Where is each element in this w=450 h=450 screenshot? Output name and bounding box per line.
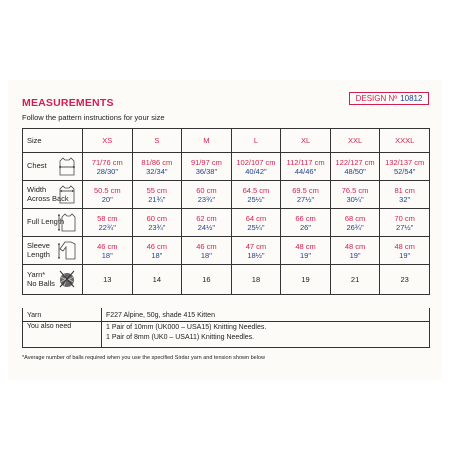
row-label: Full Length (27, 217, 65, 227)
inch-value: 20" (101, 194, 113, 204)
ball-count-cell: 18 (231, 265, 281, 295)
row-label: Yarn* (27, 269, 46, 279)
design-number: 10812 (400, 94, 423, 103)
subtitle: Follow the pattern instructions for your size (22, 113, 165, 122)
measurement-row (23, 209, 430, 237)
inch-value: 44/46" (294, 166, 317, 176)
size-column-header: M (182, 129, 232, 153)
inch-value: 27½" (296, 194, 315, 204)
ball-count-cell: 19 (281, 265, 331, 295)
cm-value: 55 cm (146, 185, 168, 195)
measurement-row (23, 153, 430, 181)
inch-value: 36/38" (195, 166, 218, 176)
inch-value: 40/42" (245, 166, 267, 176)
measurement-cell (330, 237, 380, 265)
size-column-header: XXL (330, 129, 380, 153)
inch-value: 48/50" (344, 166, 366, 176)
measurement-cell (380, 237, 430, 265)
footer-values (106, 311, 266, 342)
row-label: Across Back (27, 193, 69, 203)
inch-value: 22¾" (98, 222, 116, 232)
inch-value: 18" (151, 250, 163, 260)
size-column-header: XS (83, 129, 133, 153)
cm-value: 50.5 cm (93, 185, 121, 195)
measurement-cell (231, 209, 281, 237)
yarn-footer (22, 308, 430, 348)
measurement-cell (182, 209, 232, 237)
sweater-back-width-icon (56, 184, 78, 205)
inch-value: 18½" (247, 250, 265, 260)
measurement-cell (83, 181, 133, 209)
inch-value: 26¾" (346, 222, 364, 232)
yarn-label: Yarn (27, 312, 42, 319)
row-label: No Balls (27, 278, 55, 288)
cm-value: 46 cm (146, 241, 168, 251)
inch-value: 32/34" (146, 166, 168, 176)
measurement-cell (380, 209, 430, 237)
inch-value: 19" (399, 250, 411, 260)
size-label: Size (23, 129, 83, 153)
ball-count-cell: 13 (83, 265, 133, 295)
footer-column-divider (101, 308, 102, 347)
inch-value: 28/30" (96, 166, 118, 176)
cm-value: 64 cm (245, 213, 267, 223)
inch-value: 30¼" (346, 194, 364, 204)
ball-count-cell: 16 (182, 265, 232, 295)
cm-value: 70 cm (394, 213, 415, 223)
measurement-cell (182, 153, 232, 181)
yarn-ball-icon (56, 268, 78, 289)
inch-value: 18" (101, 250, 113, 260)
cm-value: 71/76 cm (91, 157, 123, 167)
cm-value: 46 cm (97, 241, 118, 251)
measurement-cell (132, 209, 182, 237)
inch-value: 32" (399, 194, 411, 204)
measurement-cell (281, 153, 331, 181)
sweater-sleeve-icon (56, 240, 78, 261)
measurement-cell (380, 181, 430, 209)
cm-value: 68 cm (344, 213, 366, 223)
row-label-cell (23, 265, 83, 295)
measurement-cell (132, 237, 182, 265)
row-label: Width (27, 184, 47, 194)
measurement-cell (281, 209, 331, 237)
cm-value: 60 cm (146, 213, 168, 223)
cm-value: 48 cm (394, 241, 415, 251)
row-label-cell (23, 237, 83, 265)
cm-value: 122/127 cm (335, 157, 375, 167)
size-column-header: S (132, 129, 182, 153)
cm-value: 46 cm (196, 241, 217, 251)
cm-value: 91/97 cm (190, 157, 222, 167)
measurement-cell (83, 153, 133, 181)
inch-value: 25¼" (247, 222, 265, 232)
cm-value: 64.5 cm (242, 185, 270, 195)
measurement-cell (330, 209, 380, 237)
ball-count-cell: 14 (132, 265, 182, 295)
cm-value: 76.5 cm (341, 185, 369, 195)
cm-value: 81/86 cm (141, 157, 173, 167)
size-header-row (23, 129, 430, 153)
measurement-cell (83, 209, 133, 237)
cm-value: 132/137 cm (385, 157, 425, 167)
cm-value: 69.5 cm (292, 185, 319, 195)
cm-value: 60 cm (196, 185, 217, 195)
row-label-cell (23, 209, 83, 237)
needle-10mm: 1 Pair of 10mm (UK000 – USA15) Knitting Needles. (106, 323, 267, 331)
row-label-cell (23, 181, 83, 209)
row-label: Chest (27, 161, 47, 171)
row-label: Sleeve (27, 240, 50, 250)
inch-value: 18" (200, 250, 212, 260)
inch-value: 52/54" (393, 166, 416, 176)
cm-value: 81 cm (394, 185, 415, 195)
needle-8mm: 1 Pair of 8mm (UK0 – USA11) Knitting Needles. (106, 333, 255, 341)
measurement-cell (182, 181, 232, 209)
cm-value: 48 cm (344, 241, 366, 251)
measurement-row (23, 237, 430, 265)
inch-value: 19" (300, 250, 312, 260)
measurement-row (23, 181, 430, 209)
size-column-header: L (231, 129, 281, 153)
cm-value: 112/117 cm (286, 157, 325, 167)
measurement-cell (83, 237, 133, 265)
ball-count-cell: 21 (330, 265, 380, 295)
inch-value: 27½" (396, 222, 414, 232)
measurement-cell (132, 181, 182, 209)
cm-value: 48 cm (295, 241, 316, 251)
inch-value: 19" (349, 250, 361, 260)
measurement-cell (182, 237, 232, 265)
sweater-length-icon (56, 212, 78, 233)
cm-value: 62 cm (196, 213, 217, 223)
measurement-cell (231, 181, 281, 209)
measurement-cell (281, 237, 331, 265)
cm-value: 58 cm (97, 213, 118, 223)
inch-value: 24½" (197, 222, 216, 232)
row-label: Length (27, 249, 50, 259)
footnote: *Average number of balls required when you use the specified Sirdar yarn and tension shown below (22, 355, 265, 361)
measurement-cell (330, 153, 380, 181)
footer-labels (27, 311, 87, 333)
measurement-cell (132, 153, 182, 181)
measurement-cell (380, 153, 430, 181)
design-number-badge (349, 92, 429, 105)
also-need-label: You also need (27, 322, 72, 330)
measurements-heading: MEASUREMENTS (22, 97, 114, 109)
yarn-balls-row (23, 265, 430, 295)
ball-count-cell: 23 (380, 265, 430, 295)
measurement-cell (231, 153, 281, 181)
yarn-value: F227 Alpine, 50g, shade 415 Kitten (106, 312, 215, 319)
cm-value: 66 cm (295, 213, 316, 223)
cm-value: 102/107 cm (236, 157, 276, 167)
row-label-cell (23, 153, 83, 181)
inch-value: 26" (300, 222, 312, 232)
measurements-table (22, 128, 430, 295)
sweater-chest-icon (56, 156, 78, 177)
inch-value: 25½" (247, 194, 265, 204)
inch-value: 21¾" (148, 194, 166, 204)
measurement-cell (231, 237, 281, 265)
inch-value: 23¾" (148, 222, 166, 232)
design-label: DESIGN Nº (355, 94, 398, 103)
measurement-cell (330, 181, 380, 209)
size-column-header: XXXL (380, 129, 430, 153)
size-column-header: XL (281, 129, 331, 153)
measurement-cell (281, 181, 331, 209)
inch-value: 23¾" (197, 194, 216, 204)
cm-value: 47 cm (245, 241, 267, 251)
